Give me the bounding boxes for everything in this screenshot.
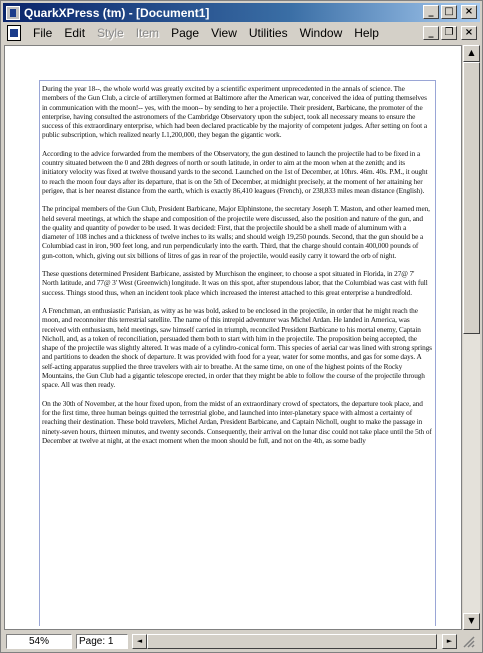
vertical-scroll-thumb[interactable]: [463, 62, 480, 334]
menu-page[interactable]: Page: [171, 26, 200, 40]
quarkxpress-app-icon[interactable]: [6, 6, 20, 20]
page[interactable]: [9, 54, 457, 626]
horizontal-scrollbar[interactable]: [132, 634, 457, 649]
status-bar: [4, 632, 480, 650]
vertical-scrollbar[interactable]: [463, 45, 480, 630]
document-system-menu-icon[interactable]: [7, 25, 21, 41]
document-canvas[interactable]: [4, 45, 462, 630]
document-minimize-button[interactable]: _: [423, 26, 439, 40]
document-window-controls: [423, 26, 477, 40]
document-restore-button[interactable]: ❐: [441, 26, 457, 40]
menu-style[interactable]: Style: [97, 26, 124, 40]
menu-file[interactable]: File: [33, 26, 53, 40]
document-close-button[interactable]: ×: [461, 26, 477, 40]
page-indicator[interactable]: Page: 1: [76, 634, 128, 649]
menu-bar: [3, 23, 480, 43]
paragraph: A Frenchman, an enthusiastic Parisian, as witty as he was bold, asked to be enclosed in the projectile, in order that he might reach the moon, and reconnoiter this terrestrial satellite. The name of this intrepid adventurer was Michel Ardan. He landed in America, was received with enthusiasm, held meetings, saw himself carried in triumph, reconciled President Barbicane to his mortal enemy, Captain Nicholl, and, as a token of reconciliation, persuaded them both to start with him in the projectile. The proposition being accepted, the shape of the projectile was slightly altered. It was made of a cylindro-conical form. This species of aerial car was lined with strong springs and partitions to deaden the shock of departure. It was provided with food for a year, water for some months, and gas for some days. A self-acting apparatus supplied the three travelers with air to breathe. At the same time, on one of the highest points of the Rocky Mountains, the Gun Club had a gigantic telescope erected, in order that they might be able to follow the course of the projectile through space. All was then ready.: [42, 305, 432, 390]
title-bar[interactable]: [3, 3, 480, 22]
close-button[interactable]: ×: [461, 5, 477, 19]
zoom-field[interactable]: 54%: [6, 634, 72, 649]
horizontal-scroll-thumb[interactable]: [147, 634, 437, 649]
resize-grip-icon[interactable]: [461, 634, 475, 648]
menu-help[interactable]: Help: [354, 26, 379, 40]
window-title: QuarkXPress (tm) - [Document1]: [24, 5, 210, 20]
paragraph: On the 30th of November, at the hour fixed upon, from the midst of an extraordinary crowd of spectators, the departure took place, and for the first time, three human beings quitted the terrestrial globe, and launched into inter-planetary space with almost a certainty of reaching their destination. These bold travelers, Michel Ardan, President Barbicane, and Captain Nicholl, ought to make the passage in ninety-seven hours, thirteen minutes, and twenty seconds. Consequently, their arrival on the lunar disc could not take place until the 5th of December at twelve at night, at the exact moment when the moon should be full, and not on the 4th, as some badly: [42, 398, 432, 445]
window-controls: [423, 5, 477, 19]
paragraph: According to the advice forwarded from the members of the Observatory, the gun destined to launch the projectile had to be fixed in a country situated between the 0 and 28th degrees of north or south latitude, in order to aim at the moon when at the zenith; and its initiatory velocity was fixed at twelve thousand yards to the second. Launched on the 1st of December, at 10hrs. 46m. 40s. P.M., it ought to reach the moon four days after its departure, that is on the 5th of December, at midnight precisely, at the moment of her attaining her perigee, that is her nearest distance from the earth, which is exactly 86,410 leagues (French), or 238,833 miles mean distance (English).: [42, 148, 428, 195]
scroll-up-icon[interactable]: ▲: [463, 45, 480, 62]
menu-edit[interactable]: Edit: [64, 26, 86, 40]
margin-guide-left: [39, 80, 40, 626]
scroll-down-icon[interactable]: ▼: [463, 613, 480, 630]
maximize-button[interactable]: □: [441, 5, 457, 19]
paragraph: These questions determined President Barbicane, assisted by Murchison the engineer, to choose a spot situated in Florida, in 27@ 7' North latitude, and 77@ 3' West (Greenwich) longitude. It was on this spot, after stupendous labor, that the Columbiad was cast with full success. Things stood thus, when an incident took place which increased the interest attached to this great enterprise a hundredfold.: [42, 269, 428, 297]
menu-item[interactable]: Item: [135, 26, 160, 40]
minimize-button[interactable]: _: [423, 5, 439, 19]
menu-utilities[interactable]: Utilities: [248, 26, 288, 40]
margin-guide-right: [435, 80, 436, 626]
scroll-right-icon[interactable]: ►: [442, 634, 457, 649]
margin-guide-top: [39, 80, 435, 81]
menu-view[interactable]: View: [211, 26, 237, 40]
paragraph: During the year 18--, the whole world was greatly excited by a scientific experiment unprecedented in the annals of science. The members of the Gun Club, a circle of artillerymen formed at Baltimore after the American war, conceived the idea of putting themselves in communication with the moon!-- yes, with the moon-- by sending to her a projectile. Their president, Barbicane, the promoter of the enterprise, having consulted the astronomers of the Cambridge Observatory upon the subject, took all necessary means to ensure the success of this extraordinary enterprise, which had been declared practicable by the majority of competent judges. After setting on foot a public subscription, which realized nearly L1,200,000, they began the gigantic work.: [42, 84, 427, 140]
menu-window[interactable]: Window: [299, 26, 343, 40]
scroll-left-icon[interactable]: ◄: [132, 634, 147, 649]
paragraph: The principal members of the Gun Club, President Barbicane, Major Elphinstone, the secretary Joseph T. Maston, and other learned men, held several meetings, at which the shape and composition of the projectile were discussed, also the position and nature of the gun, and the quality and quantity of powder to be used. It was decided: First, that the projectile should be a shell made of aluminum with a diameter of 108 inches and a thickness of twelve inches to its walls; and should weigh 19,250 pounds. Second, that the gun should be a Columbiad cast in iron, 900 feet long, and run perpendicularly into the earth. Third, that the charge should contain 400,000 pounds of gun-cotton, which, giving out six billions of litres of gas in rear of the projectile, would easily carry it toward the orb of night.: [42, 204, 430, 260]
text-box[interactable]: [42, 84, 432, 454]
